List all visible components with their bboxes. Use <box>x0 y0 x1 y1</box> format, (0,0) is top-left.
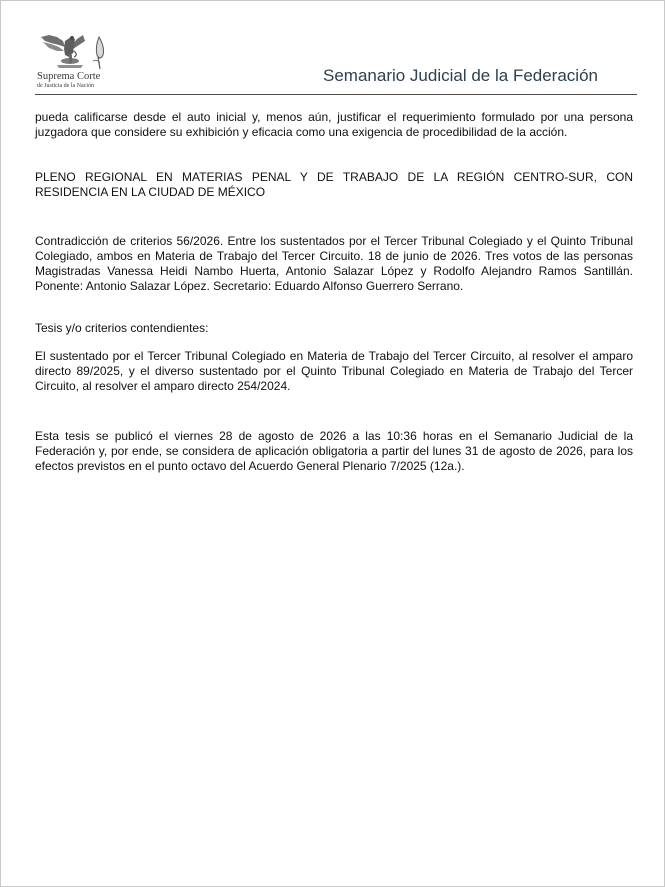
continuation-paragraph: pueda calificarse desde el auto inicial y, menos aún, justificar el requerimiento formulado por una persona juzgadora que considere su exhibición y eficacia como una exigencia de procedibilidad de la acción. <box>35 110 633 139</box>
header-divider <box>35 94 637 95</box>
logo-text-line2: de Justicia de la Nación <box>37 83 94 89</box>
contradiction-paragraph: Contradicción de criterios 56/2026. Entre los sustentados por el Tercer Tribunal Colegiado y el Quinto Tribunal Colegiado, ambos en Materia de Trabajo del Tercer Circuito. 18 de junio de 2026. Tres votos de las personas Magistradas Vanessa Heidi Nambo Huerta, Antonio Salazar López y Rodolfo Alejandro Ramos Santillán. Ponente: Antonio Salazar López. Secretario: Eduardo Alfonso Guerrero Serrano. <box>35 234 633 293</box>
court-heading: PLENO REGIONAL EN MATERIAS PENAL Y DE TRABAJO DE LA REGIÓN CENTRO-SUR, CON RESIDENCIA EN LA CIUDAD DE MÉXICO <box>35 170 633 199</box>
criteria-paragraph: El sustentado por el Tercer Tribunal Colegiado en Materia de Trabajo del Tercer Circuito, al resolver el amparo directo 89/2025, y el diverso sustentado por el Quinto Tribunal Colegiado en Materia de Trabajo del Tercer Circuito, al resolver el amparo directo 254/2024. <box>35 349 633 393</box>
criteria-heading: Tesis y/o criterios contendientes: <box>35 321 209 335</box>
logo-text-line1: Suprema Corte <box>37 71 101 82</box>
publication-paragraph: Esta tesis se publicó el viernes 28 de agosto de 2026 a las 10:36 horas en el Semanario Judicial de la Federación y, por ende, se considera de aplicación obligatoria a partir del lunes 31 de agosto de 2026, para los efectos previstos en el punto octavo del Acuerdo General Plenario 7/2025 (12a.). <box>35 429 633 473</box>
eagle-crest-icon <box>37 31 107 71</box>
page-header-title: Semanario Judicial de la Federación <box>323 66 598 85</box>
scjn-logo <box>35 31 115 93</box>
